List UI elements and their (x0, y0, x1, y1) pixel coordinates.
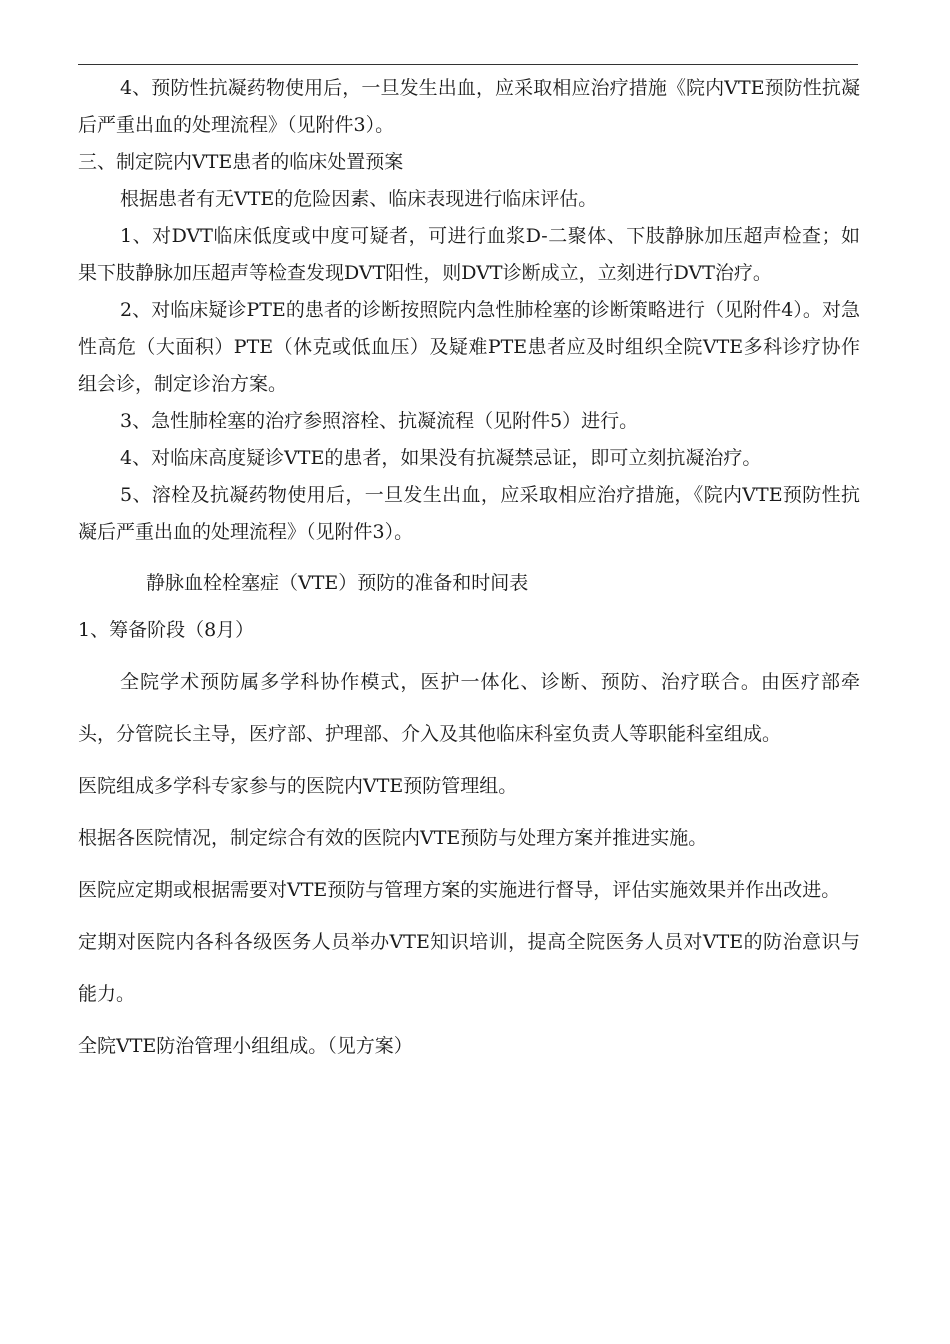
paragraph-supervision: 医院应定期或根据需要对VTE预防与管理方案的实施进行督导，评估实施效果并作出改进。 (78, 879, 841, 901)
paragraph-team-composition: 全院VTE防治管理小组组成。（见方案） (78, 1035, 413, 1057)
paragraph-collaboration-model: 全院学术预防属多学科协作模式，医护一体化、诊断、预防、治疗联合。由医疗部牵头，分管院长主导，医疗部、护理部、介入及其他临床科室负责人等职能科室组成。 (78, 671, 860, 745)
paragraph-dvt-diagnosis: 1、对DVT临床低度或中度可疑者，可进行血浆D-二聚体、下肢静脉加压超声检查；如果下肢静脉加压超声等检查发现DVT阳性，则DVT诊断成立，立刻进行DVT治疗。 (78, 225, 860, 284)
paragraph-clinical-assessment: 根据患者有无VTE的危险因素、临床表现进行临床评估。 (120, 188, 598, 210)
paragraph-prevention-plan: 根据各医院情况，制定综合有效的医院内VTE预防与处理方案并推进实施。 (78, 827, 708, 849)
document-body (78, 70, 860, 1072)
paragraph-bleeding-measures: 4、预防性抗凝药物使用后，一旦发生出血，应采取相应治疗措施《院内VTE预防性抗凝后严重出血的处理流程》（见附件3）。 (78, 77, 860, 136)
paragraph-pe-treatment: 3、急性肺栓塞的治疗参照溶栓、抗凝流程（见附件5）进行。 (120, 410, 639, 432)
section-title: 静脉血栓栓塞症（VTE）预防的准备和时间表 (146, 572, 529, 594)
phase-title: 1、筹备阶段（8月） (78, 619, 255, 641)
paragraph-management-group: 医院组成多学科专家参与的医院内VTE预防管理组。 (78, 775, 518, 797)
section-heading-vte-plan: 三、制定院内VTE患者的临床处置预案 (78, 151, 404, 173)
paragraph-pte-diagnosis: 2、对临床疑诊PTE的患者的诊断按照院内急性肺栓塞的诊断策略进行（见附件4）。对急性高危（大面积）PTE（休克或低血压）及疑难PTE患者应及时组织全院VTE多科诊疗协作组会诊，制定诊治方案。 (78, 299, 860, 395)
header-rule (78, 64, 858, 65)
paragraph-training: 定期对医院内各科各级医务人员举办VTE知识培训，提高全院医务人员对VTE的防治意识与能力。 (78, 931, 860, 1005)
paragraph-thrombolysis-bleeding: 5、溶栓及抗凝药物使用后，一旦发生出血，应采取相应治疗措施，《院内VTE预防性抗凝后严重出血的处理流程》（见附件3）。 (78, 484, 860, 543)
paragraph-high-suspicion: 4、对临床高度疑诊VTE的患者，如果没有抗凝禁忌证，即可立刻抗凝治疗。 (120, 447, 762, 469)
